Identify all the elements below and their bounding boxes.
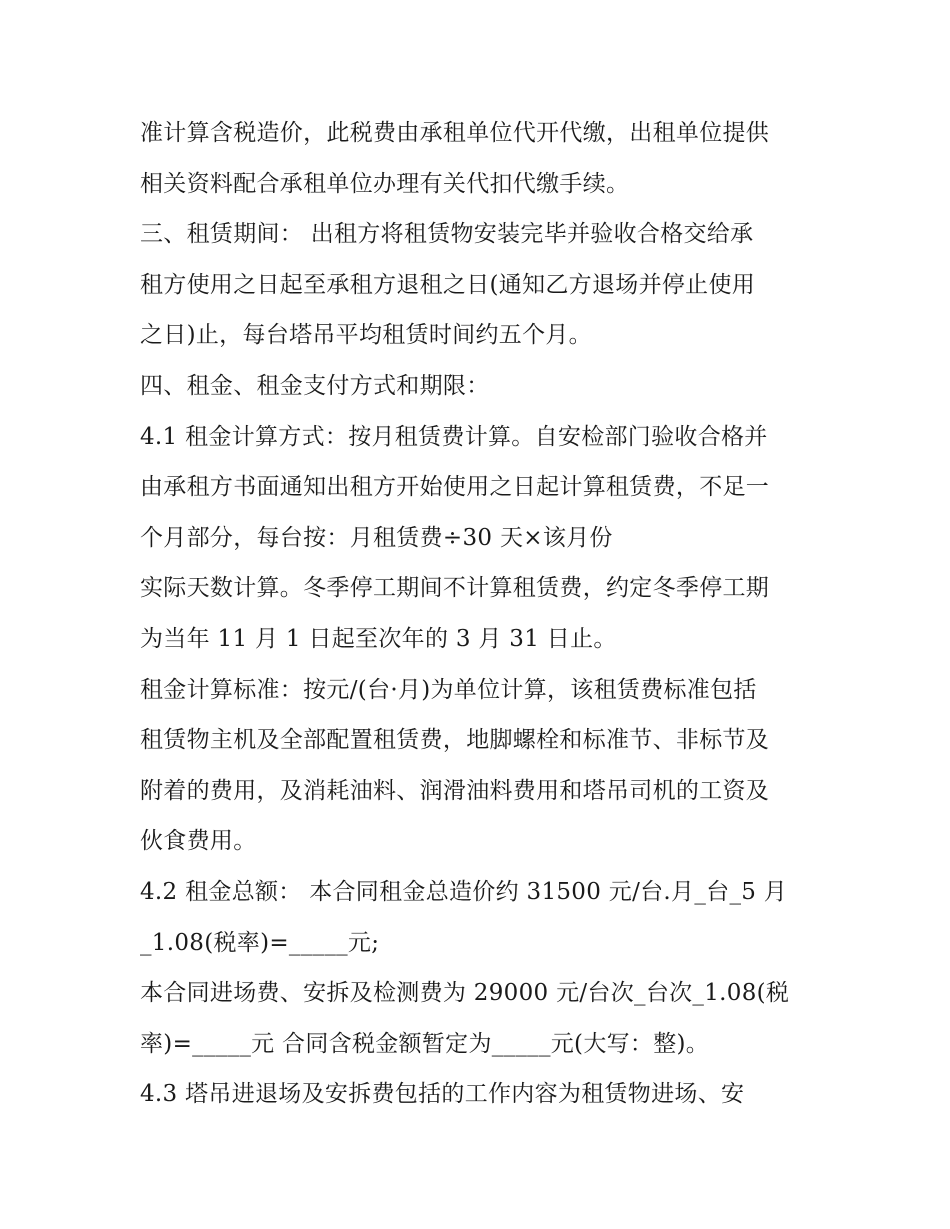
- clause-heading: 4.3 塔吊进退场及安拆费包括的工作内容为租赁物进场、安: [140, 1081, 745, 1108]
- text-line: 率)=_____元 合同含税金额暂定为_____元(大写：整)。: [140, 1030, 710, 1057]
- text-line: 实际天数计算。冬季停工期间不计算租赁费，约定冬季停工期: [140, 575, 770, 602]
- text-line: 租方使用之日起至承租方退租之日(通知乙方退场并停止使用: [140, 271, 756, 298]
- text-line: 准计算含税造价，此税费由承租单位代开代缴，出租单位提供: [140, 120, 770, 146]
- text-line: 本合同进场费、安拆及检测费为 29000 元/台次_台次_1.08(税: [140, 980, 790, 1007]
- text-line: _1.08(税率)=_____元;: [140, 929, 380, 956]
- text-line: 租赁物主机及全部配置租赁费，地脚螺栓和标准节、非标节及: [140, 727, 770, 754]
- section-heading: 四、租金、租金支付方式和期限：: [140, 372, 490, 399]
- text-line: 个月部分，每台按：月租赁费÷30 天×该月份: [140, 524, 613, 551]
- text-line: 之日)止，每台塔吊平均租赁时间约五个月。: [140, 322, 592, 349]
- document-body: [140, 108, 820, 1120]
- section-heading: 三、租赁期间： 出租方将租赁物安装完毕并验收合格交给承: [140, 221, 754, 248]
- text-line: 相关资料配合承租单位办理有关代扣代缴手续。: [140, 170, 630, 197]
- text-line: 附着的费用，及消耗油料、润滑油料费用和塔吊司机的工资及: [140, 777, 770, 804]
- text-line: 为当年 11 月 1 日起至次年的 3 月 31 日止。: [140, 625, 617, 652]
- text-line: 伙食费用。: [140, 828, 257, 855]
- clause-heading: 4.2 租金总额： 本合同租金总造价约 31500 元/台.月_台_5 月: [140, 878, 788, 905]
- text-line: 租金计算标准：按元/(台·月)为单位计算，该租赁费标准包括: [140, 676, 757, 703]
- text-line: 由承租方书面通知出租方开始使用之日起计算租赁费，不足一: [140, 474, 770, 501]
- clause-heading: 4.1 租金计算方式：按月租赁费计算。自安检部门验收合格并: [140, 423, 768, 450]
